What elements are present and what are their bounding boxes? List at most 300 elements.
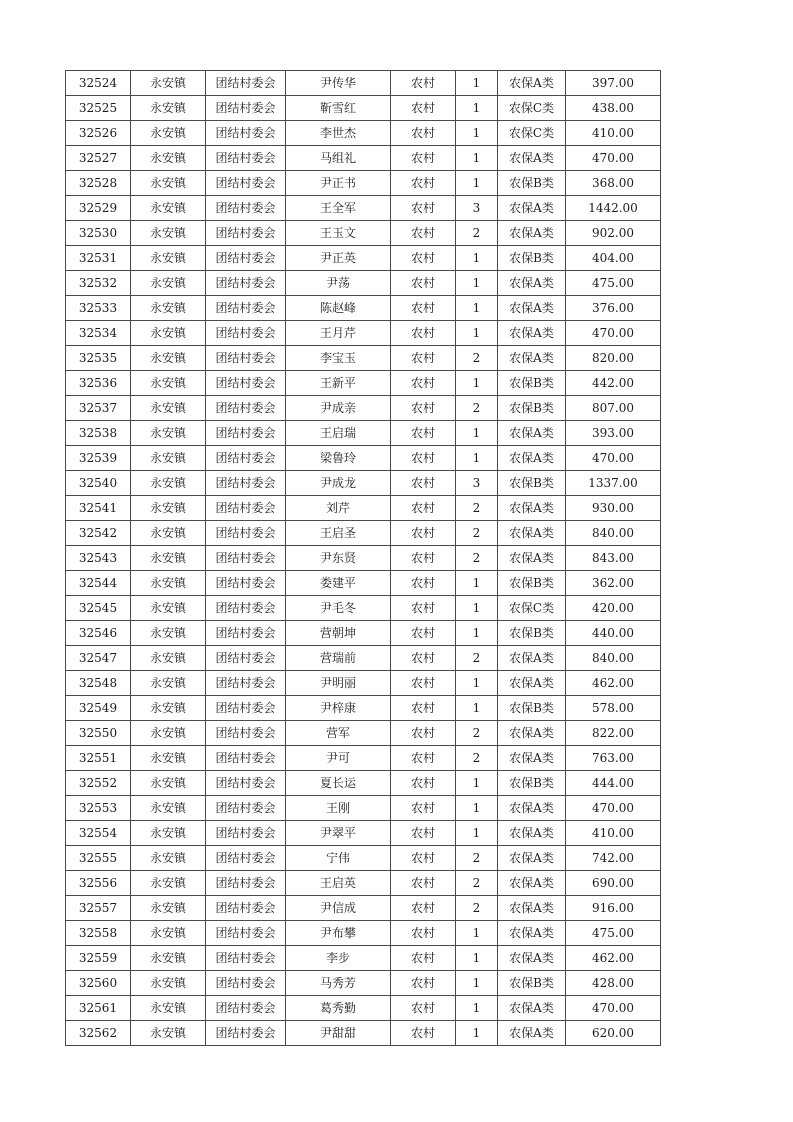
serial-number-cell: 32560	[66, 971, 131, 996]
serial-number-cell: 32551	[66, 746, 131, 771]
table-row	[66, 646, 661, 671]
table-row	[66, 821, 661, 846]
village-committee-cell: 团结村委会	[206, 971, 286, 996]
person-name-cell: 尹成龙	[286, 471, 391, 496]
serial-number-cell: 32542	[66, 521, 131, 546]
person-count-cell: 2	[456, 346, 498, 371]
serial-number-cell: 32547	[66, 646, 131, 671]
person-count-cell: 1	[456, 121, 498, 146]
residence-type-cell: 农村	[391, 921, 456, 946]
table-row	[66, 71, 661, 96]
table-row	[66, 171, 661, 196]
village-committee-cell: 团结村委会	[206, 796, 286, 821]
insurance-type-cell: 农保B类	[498, 696, 566, 721]
person-name-cell: 陈赵峰	[286, 296, 391, 321]
amount-cell: 822.00	[566, 721, 661, 746]
town-cell: 永安镇	[131, 521, 206, 546]
table-row	[66, 996, 661, 1021]
insurance-type-cell: 农保B类	[498, 571, 566, 596]
person-name-cell: 尹毛冬	[286, 596, 391, 621]
person-count-cell: 1	[456, 771, 498, 796]
person-name-cell: 尹荡	[286, 271, 391, 296]
serial-number-cell: 32557	[66, 896, 131, 921]
insurance-type-cell: 农保C类	[498, 121, 566, 146]
amount-cell: 1337.00	[566, 471, 661, 496]
person-name-cell: 尹明丽	[286, 671, 391, 696]
town-cell: 永安镇	[131, 546, 206, 571]
table-row	[66, 721, 661, 746]
residence-type-cell: 农村	[391, 796, 456, 821]
residence-type-cell: 农村	[391, 521, 456, 546]
insurance-type-cell: 农保A类	[498, 746, 566, 771]
village-committee-cell: 团结村委会	[206, 471, 286, 496]
residence-type-cell: 农村	[391, 246, 456, 271]
village-committee-cell: 团结村委会	[206, 121, 286, 146]
amount-cell: 362.00	[566, 571, 661, 596]
village-committee-cell: 团结村委会	[206, 546, 286, 571]
residence-type-cell: 农村	[391, 746, 456, 771]
village-committee-cell: 团结村委会	[206, 71, 286, 96]
serial-number-cell: 32543	[66, 546, 131, 571]
table-row	[66, 246, 661, 271]
residence-type-cell: 农村	[391, 696, 456, 721]
person-name-cell: 尹东贤	[286, 546, 391, 571]
insurance-type-cell: 农保A类	[498, 671, 566, 696]
insurance-type-cell: 农保A类	[498, 446, 566, 471]
person-name-cell: 尹梓康	[286, 696, 391, 721]
table-row	[66, 446, 661, 471]
town-cell: 永安镇	[131, 921, 206, 946]
residence-type-cell: 农村	[391, 146, 456, 171]
residence-type-cell: 农村	[391, 396, 456, 421]
insurance-type-cell: 农保A类	[498, 1021, 566, 1046]
insurance-type-cell: 农保A类	[498, 71, 566, 96]
village-committee-cell: 团结村委会	[206, 946, 286, 971]
serial-number-cell: 32538	[66, 421, 131, 446]
amount-cell: 763.00	[566, 746, 661, 771]
town-cell: 永安镇	[131, 446, 206, 471]
table-row	[66, 371, 661, 396]
village-committee-cell: 团结村委会	[206, 221, 286, 246]
serial-number-cell: 32541	[66, 496, 131, 521]
amount-cell: 742.00	[566, 846, 661, 871]
insurance-type-cell: 农保A类	[498, 146, 566, 171]
town-cell: 永安镇	[131, 146, 206, 171]
person-count-cell: 2	[456, 396, 498, 421]
town-cell: 永安镇	[131, 96, 206, 121]
village-committee-cell: 团结村委会	[206, 571, 286, 596]
serial-number-cell: 32556	[66, 871, 131, 896]
person-name-cell: 营军	[286, 721, 391, 746]
person-name-cell: 尹可	[286, 746, 391, 771]
table-row	[66, 96, 661, 121]
records-table-container	[65, 70, 661, 1046]
person-count-cell: 1	[456, 421, 498, 446]
table-row	[66, 421, 661, 446]
table-row	[66, 121, 661, 146]
village-committee-cell: 团结村委会	[206, 521, 286, 546]
serial-number-cell: 32552	[66, 771, 131, 796]
village-committee-cell: 团结村委会	[206, 271, 286, 296]
amount-cell: 368.00	[566, 171, 661, 196]
village-committee-cell: 团结村委会	[206, 371, 286, 396]
amount-cell: 902.00	[566, 221, 661, 246]
person-count-cell: 1	[456, 271, 498, 296]
amount-cell: 470.00	[566, 996, 661, 1021]
person-count-cell: 2	[456, 746, 498, 771]
serial-number-cell: 32534	[66, 321, 131, 346]
person-name-cell: 娄建平	[286, 571, 391, 596]
person-name-cell: 尹成亲	[286, 396, 391, 421]
residence-type-cell: 农村	[391, 346, 456, 371]
serial-number-cell: 32540	[66, 471, 131, 496]
table-row	[66, 221, 661, 246]
amount-cell: 820.00	[566, 346, 661, 371]
serial-number-cell: 32535	[66, 346, 131, 371]
amount-cell: 404.00	[566, 246, 661, 271]
village-committee-cell: 团结村委会	[206, 621, 286, 646]
person-count-cell: 1	[456, 621, 498, 646]
amount-cell: 393.00	[566, 421, 661, 446]
serial-number-cell: 32524	[66, 71, 131, 96]
person-count-cell: 2	[456, 721, 498, 746]
person-count-cell: 1	[456, 296, 498, 321]
amount-cell: 578.00	[566, 696, 661, 721]
serial-number-cell: 32531	[66, 246, 131, 271]
insurance-type-cell: 农保C类	[498, 596, 566, 621]
residence-type-cell: 农村	[391, 221, 456, 246]
person-count-cell: 1	[456, 821, 498, 846]
insurance-type-cell: 农保A类	[498, 796, 566, 821]
table-row	[66, 621, 661, 646]
amount-cell: 840.00	[566, 646, 661, 671]
serial-number-cell: 32548	[66, 671, 131, 696]
table-row	[66, 546, 661, 571]
insurance-type-cell: 农保B类	[498, 396, 566, 421]
insurance-type-cell: 农保A类	[498, 896, 566, 921]
table-row	[66, 296, 661, 321]
residence-type-cell: 农村	[391, 971, 456, 996]
amount-cell: 475.00	[566, 921, 661, 946]
amount-cell: 930.00	[566, 496, 661, 521]
residence-type-cell: 农村	[391, 546, 456, 571]
residence-type-cell: 农村	[391, 821, 456, 846]
amount-cell: 410.00	[566, 821, 661, 846]
village-committee-cell: 团结村委会	[206, 721, 286, 746]
town-cell: 永安镇	[131, 671, 206, 696]
person-name-cell: 王启瑞	[286, 421, 391, 446]
serial-number-cell: 32562	[66, 1021, 131, 1046]
table-row	[66, 921, 661, 946]
serial-number-cell: 32554	[66, 821, 131, 846]
residence-type-cell: 农村	[391, 721, 456, 746]
residence-type-cell: 农村	[391, 296, 456, 321]
town-cell: 永安镇	[131, 721, 206, 746]
town-cell: 永安镇	[131, 846, 206, 871]
amount-cell: 470.00	[566, 796, 661, 821]
insurance-type-cell: 农保A类	[498, 546, 566, 571]
person-name-cell: 李世杰	[286, 121, 391, 146]
table-row	[66, 596, 661, 621]
town-cell: 永安镇	[131, 196, 206, 221]
serial-number-cell: 32550	[66, 721, 131, 746]
insurance-type-cell: 农保A类	[498, 921, 566, 946]
amount-cell: 843.00	[566, 546, 661, 571]
insurance-type-cell: 农保A类	[498, 321, 566, 346]
person-count-cell: 2	[456, 546, 498, 571]
person-count-cell: 1	[456, 796, 498, 821]
residence-type-cell: 农村	[391, 121, 456, 146]
residence-type-cell: 农村	[391, 171, 456, 196]
person-count-cell: 2	[456, 521, 498, 546]
town-cell: 永安镇	[131, 871, 206, 896]
person-name-cell: 尹传华	[286, 71, 391, 96]
amount-cell: 420.00	[566, 596, 661, 621]
residence-type-cell: 农村	[391, 321, 456, 346]
amount-cell: 410.00	[566, 121, 661, 146]
person-name-cell: 营朝坤	[286, 621, 391, 646]
table-row	[66, 1021, 661, 1046]
person-name-cell: 李宝玉	[286, 346, 391, 371]
amount-cell: 470.00	[566, 446, 661, 471]
village-committee-cell: 团结村委会	[206, 96, 286, 121]
table-row	[66, 321, 661, 346]
person-count-cell: 1	[456, 171, 498, 196]
person-name-cell: 马组礼	[286, 146, 391, 171]
table-row	[66, 871, 661, 896]
insurance-type-cell: 农保B类	[498, 171, 566, 196]
insurance-type-cell: 农保A类	[498, 296, 566, 321]
town-cell: 永安镇	[131, 746, 206, 771]
town-cell: 永安镇	[131, 121, 206, 146]
residence-type-cell: 农村	[391, 496, 456, 521]
residence-type-cell: 农村	[391, 196, 456, 221]
person-count-cell: 1	[456, 446, 498, 471]
town-cell: 永安镇	[131, 396, 206, 421]
residence-type-cell: 农村	[391, 846, 456, 871]
amount-cell: 440.00	[566, 621, 661, 646]
amount-cell: 376.00	[566, 296, 661, 321]
table-row	[66, 271, 661, 296]
person-count-cell: 2	[456, 496, 498, 521]
insurance-type-cell: 农保A类	[498, 496, 566, 521]
person-name-cell: 王启英	[286, 871, 391, 896]
person-count-cell: 2	[456, 221, 498, 246]
amount-cell: 475.00	[566, 271, 661, 296]
village-committee-cell: 团结村委会	[206, 771, 286, 796]
residence-type-cell: 农村	[391, 871, 456, 896]
person-count-cell: 1	[456, 596, 498, 621]
serial-number-cell: 32559	[66, 946, 131, 971]
town-cell: 永安镇	[131, 496, 206, 521]
table-row	[66, 671, 661, 696]
residence-type-cell: 农村	[391, 671, 456, 696]
person-name-cell: 王玉文	[286, 221, 391, 246]
town-cell: 永安镇	[131, 271, 206, 296]
person-name-cell: 营瑞前	[286, 646, 391, 671]
person-count-cell: 1	[456, 96, 498, 121]
person-name-cell: 王新平	[286, 371, 391, 396]
serial-number-cell: 32527	[66, 146, 131, 171]
table-row	[66, 396, 661, 421]
person-name-cell: 马秀芳	[286, 971, 391, 996]
village-committee-cell: 团结村委会	[206, 421, 286, 446]
town-cell: 永安镇	[131, 71, 206, 96]
table-row	[66, 896, 661, 921]
person-name-cell: 王月芹	[286, 321, 391, 346]
serial-number-cell: 32537	[66, 396, 131, 421]
person-count-cell: 1	[456, 946, 498, 971]
residence-type-cell: 农村	[391, 1021, 456, 1046]
insurance-type-cell: 农保B类	[498, 371, 566, 396]
residence-type-cell: 农村	[391, 646, 456, 671]
insurance-type-cell: 农保B类	[498, 771, 566, 796]
person-count-cell: 2	[456, 896, 498, 921]
town-cell: 永安镇	[131, 246, 206, 271]
residence-type-cell: 农村	[391, 771, 456, 796]
table-row	[66, 196, 661, 221]
table-row	[66, 846, 661, 871]
records-table-body	[66, 71, 661, 1046]
village-committee-cell: 团结村委会	[206, 171, 286, 196]
town-cell: 永安镇	[131, 796, 206, 821]
serial-number-cell: 32558	[66, 921, 131, 946]
village-committee-cell: 团结村委会	[206, 921, 286, 946]
village-committee-cell: 团结村委会	[206, 321, 286, 346]
insurance-type-cell: 农保A类	[498, 421, 566, 446]
table-row	[66, 771, 661, 796]
village-committee-cell: 团结村委会	[206, 146, 286, 171]
serial-number-cell: 32530	[66, 221, 131, 246]
village-committee-cell: 团结村委会	[206, 296, 286, 321]
person-count-cell: 1	[456, 1021, 498, 1046]
serial-number-cell: 32539	[66, 446, 131, 471]
insurance-type-cell: 农保A类	[498, 221, 566, 246]
table-row	[66, 971, 661, 996]
person-name-cell: 刘芹	[286, 496, 391, 521]
insurance-type-cell: 农保A类	[498, 521, 566, 546]
serial-number-cell: 32549	[66, 696, 131, 721]
residence-type-cell: 农村	[391, 371, 456, 396]
person-name-cell: 尹正书	[286, 171, 391, 196]
village-committee-cell: 团结村委会	[206, 1021, 286, 1046]
person-name-cell: 李步	[286, 946, 391, 971]
amount-cell: 397.00	[566, 71, 661, 96]
person-name-cell: 王全军	[286, 196, 391, 221]
insurance-type-cell: 农保B类	[498, 471, 566, 496]
village-committee-cell: 团结村委会	[206, 596, 286, 621]
person-count-cell: 1	[456, 146, 498, 171]
serial-number-cell: 32546	[66, 621, 131, 646]
town-cell: 永安镇	[131, 996, 206, 1021]
amount-cell: 470.00	[566, 321, 661, 346]
amount-cell: 428.00	[566, 971, 661, 996]
town-cell: 永安镇	[131, 946, 206, 971]
insurance-type-cell: 农保A类	[498, 271, 566, 296]
town-cell: 永安镇	[131, 696, 206, 721]
insurance-type-cell: 农保A类	[498, 946, 566, 971]
residence-type-cell: 农村	[391, 71, 456, 96]
town-cell: 永安镇	[131, 371, 206, 396]
person-count-cell: 3	[456, 196, 498, 221]
person-count-cell: 1	[456, 696, 498, 721]
person-name-cell: 尹正英	[286, 246, 391, 271]
amount-cell: 807.00	[566, 396, 661, 421]
serial-number-cell: 32553	[66, 796, 131, 821]
serial-number-cell: 32545	[66, 596, 131, 621]
insurance-type-cell: 农保A类	[498, 721, 566, 746]
village-committee-cell: 团结村委会	[206, 896, 286, 921]
table-row	[66, 471, 661, 496]
village-committee-cell: 团结村委会	[206, 646, 286, 671]
village-committee-cell: 团结村委会	[206, 746, 286, 771]
serial-number-cell: 32561	[66, 996, 131, 1021]
person-count-cell: 2	[456, 846, 498, 871]
insurance-type-cell: 农保A类	[498, 346, 566, 371]
residence-type-cell: 农村	[391, 446, 456, 471]
village-committee-cell: 团结村委会	[206, 696, 286, 721]
residence-type-cell: 农村	[391, 621, 456, 646]
table-row	[66, 496, 661, 521]
town-cell: 永安镇	[131, 321, 206, 346]
amount-cell: 462.00	[566, 946, 661, 971]
town-cell: 永安镇	[131, 421, 206, 446]
residence-type-cell: 农村	[391, 96, 456, 121]
village-committee-cell: 团结村委会	[206, 396, 286, 421]
records-table	[65, 70, 661, 1046]
person-count-cell: 1	[456, 371, 498, 396]
insurance-type-cell: 农保A类	[498, 821, 566, 846]
table-row	[66, 746, 661, 771]
person-name-cell: 夏长运	[286, 771, 391, 796]
town-cell: 永安镇	[131, 621, 206, 646]
serial-number-cell: 32532	[66, 271, 131, 296]
table-row	[66, 796, 661, 821]
village-committee-cell: 团结村委会	[206, 671, 286, 696]
person-count-cell: 1	[456, 671, 498, 696]
town-cell: 永安镇	[131, 471, 206, 496]
person-name-cell: 王启圣	[286, 521, 391, 546]
person-count-cell: 1	[456, 971, 498, 996]
insurance-type-cell: 农保A类	[498, 996, 566, 1021]
insurance-type-cell: 农保C类	[498, 96, 566, 121]
town-cell: 永安镇	[131, 221, 206, 246]
serial-number-cell: 32525	[66, 96, 131, 121]
person-count-cell: 1	[456, 921, 498, 946]
insurance-type-cell: 农保A类	[498, 846, 566, 871]
amount-cell: 442.00	[566, 371, 661, 396]
person-count-cell: 1	[456, 246, 498, 271]
village-committee-cell: 团结村委会	[206, 246, 286, 271]
serial-number-cell: 32555	[66, 846, 131, 871]
person-name-cell: 梁鲁玲	[286, 446, 391, 471]
table-row	[66, 696, 661, 721]
person-name-cell: 尹翠平	[286, 821, 391, 846]
insurance-type-cell: 农保A类	[498, 871, 566, 896]
table-row	[66, 571, 661, 596]
village-committee-cell: 团结村委会	[206, 821, 286, 846]
residence-type-cell: 农村	[391, 996, 456, 1021]
amount-cell: 690.00	[566, 871, 661, 896]
amount-cell: 438.00	[566, 96, 661, 121]
residence-type-cell: 农村	[391, 571, 456, 596]
village-committee-cell: 团结村委会	[206, 496, 286, 521]
town-cell: 永安镇	[131, 1021, 206, 1046]
amount-cell: 444.00	[566, 771, 661, 796]
town-cell: 永安镇	[131, 296, 206, 321]
insurance-type-cell: 农保A类	[498, 646, 566, 671]
person-name-cell: 葛秀勤	[286, 996, 391, 1021]
